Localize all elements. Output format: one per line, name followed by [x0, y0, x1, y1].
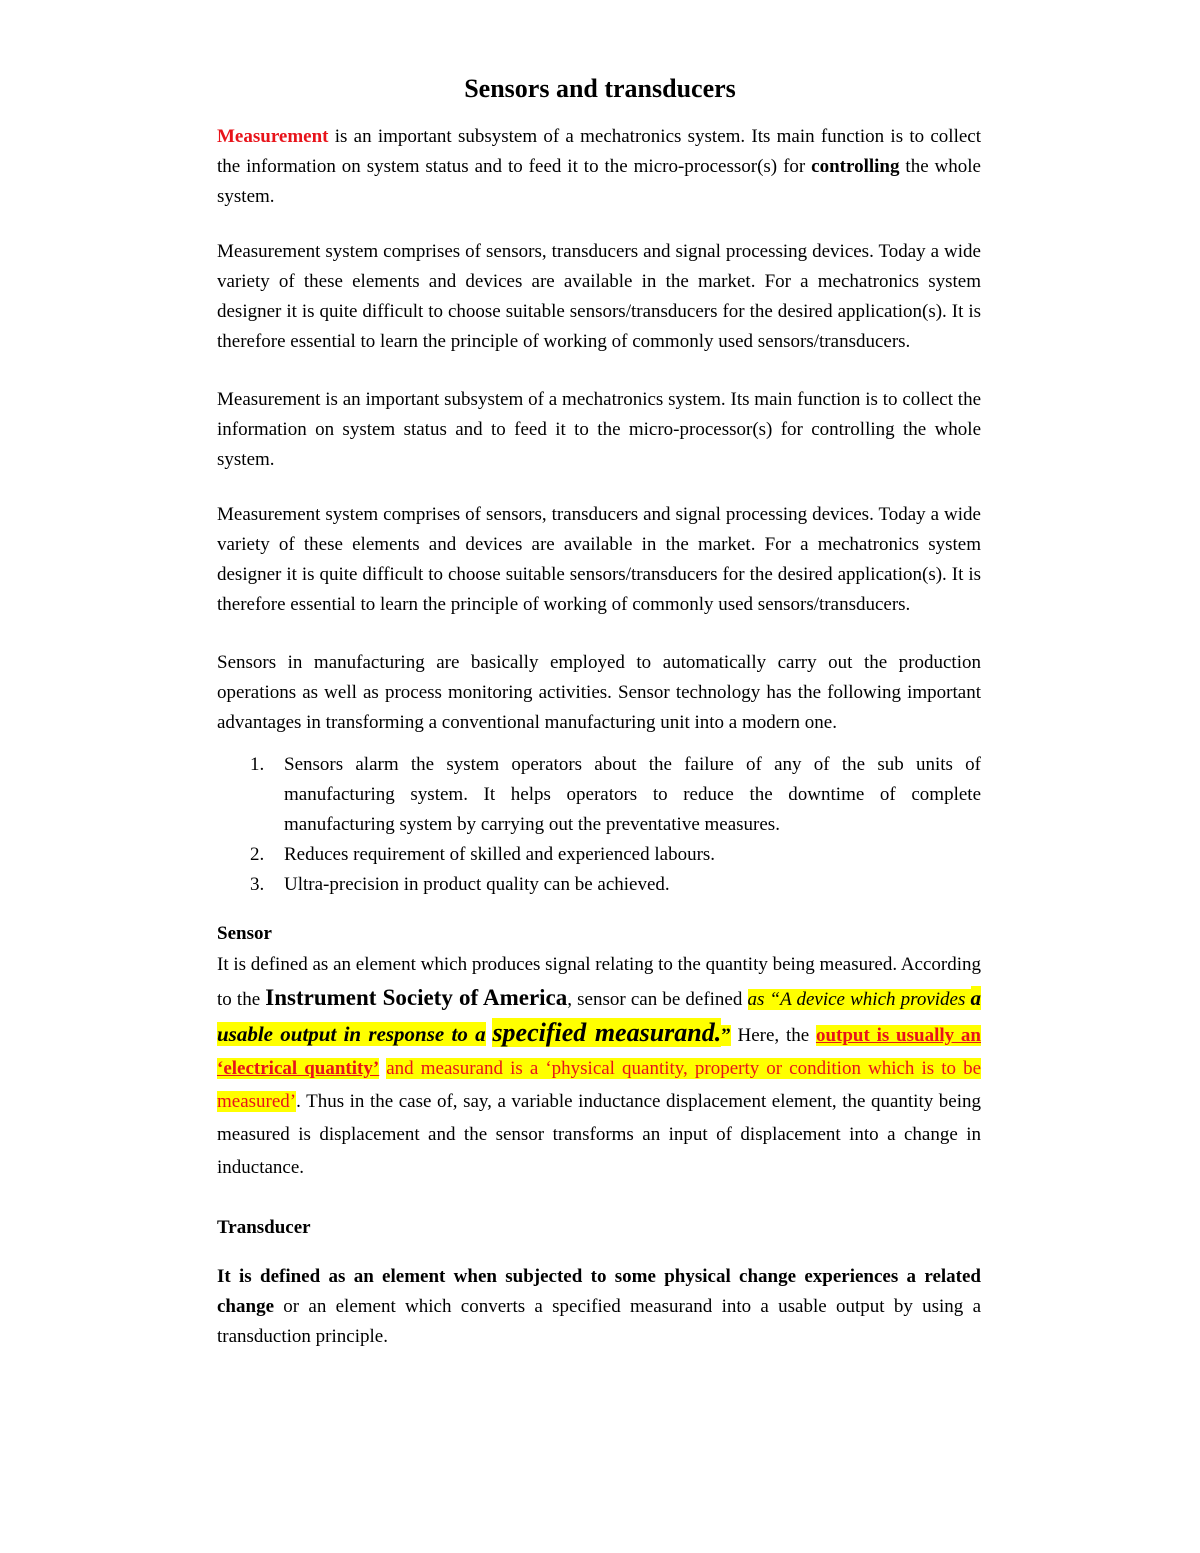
list-item: [217, 870, 981, 900]
list-item: [217, 840, 981, 870]
isa-name: Instrument Society of America: [265, 985, 568, 1010]
output-electrical: output is usually an ‘electrical quantity’: [217, 1025, 981, 1079]
heading-transducer: Transducer: [217, 1217, 311, 1238]
sensor-text-4: . Thus in the case of, say, a variable inductance displacement element, the quantity being measured is displacement and the sensor transforms an input of displacement into a change in inductance.: [217, 1091, 981, 1178]
list-number: 2.: [250, 844, 265, 865]
transducer-bold-text: It is defined as an element when subjected to some physical change experiences a related change: [217, 1266, 981, 1317]
bold-controlling: controlling: [811, 156, 900, 177]
paragraph-intro: [217, 122, 981, 212]
sensor-text-1: It is defined as an element which produces signal relating to the quantity being measured. According to the: [217, 954, 981, 1010]
transducer-text: or an element which converts a specified measurand into a usable output by using a transduction principle.: [217, 1296, 981, 1347]
paragraph-sensors-manufacturing: Sensors in manufacturing are basically employed to automatically carry out the production operations as well as process monitoring activities. Sensor technology has the following important advantages in transforming a conventional manufacturing unit into a modern one.: [217, 652, 981, 733]
list-text: Reduces requirement of skilled and experienced labours.: [284, 844, 716, 865]
definition-highlight-bold: a usable output in response to a: [217, 986, 981, 1046]
paragraph-transducer-definition: [217, 1262, 981, 1352]
sensor-text-2: , sensor can be defined: [567, 989, 748, 1010]
list-number: 1.: [250, 754, 265, 775]
list-text: Sensors alarm the system operators about the failure of any of the sub units of manufacturing system. It helps operators to reduce the downtime of complete manufacturing system by carrying out the preventative measures.: [284, 754, 981, 835]
document-body: [217, 122, 981, 1352]
list-text: Ultra-precision in product quality can be achieved.: [284, 874, 670, 895]
definition-highlight-big: specified measurand.: [492, 1018, 722, 1047]
definition-quote: ”: [721, 1025, 731, 1046]
intro-text-2: the whole system.: [217, 156, 981, 207]
advantages-list: [217, 750, 981, 900]
definition-highlight-italic: as “A device which provides: [747, 989, 971, 1010]
paragraph-sensor-definition: [217, 948, 981, 1184]
list-number: 3.: [250, 874, 265, 895]
list-item: [217, 750, 981, 840]
paragraph-measurement-system: Measurement system comprises of sensors, transducers and signal processing devices. Today a wide variety of these elements and devices are available in the market. For a mechatronics system designer it is quite difficult to choose suitable sensors/transducers for the desired application(s). It is therefore essential to learn the principle of working of commonly used sensors/transducers.: [217, 241, 981, 352]
measurand-physical: and measurand is a ‘physical quantity, property or condition which is to be measured’: [217, 1058, 981, 1112]
term-measurement: Measurement: [217, 126, 329, 147]
paragraph-measurement-repeat: Measurement is an important subsystem of a mechatronics system. Its main function is to collect the information on system status and to feed it to the micro-processor(s) for controlling the whole system.: [217, 389, 981, 470]
paragraph-measurement-system-repeat: Measurement system comprises of sensors, transducers and signal processing devices. Today a wide variety of these elements and devices are available in the market. For a mechatronics system designer it is quite difficult to choose suitable sensors/transducers for the desired application(s). It is therefore essential to learn the principle of working of commonly used sensors/transducers.: [217, 504, 981, 615]
sensor-text-3: Here, the: [730, 1025, 816, 1046]
intro-text-1: is an important subsystem of a mechatronics system. Its main function is to collect the information on system status and to feed it to the micro-processor(s) for: [217, 126, 981, 177]
page-title: Sensors and transducers: [464, 74, 736, 103]
heading-sensor: Sensor: [217, 923, 272, 944]
